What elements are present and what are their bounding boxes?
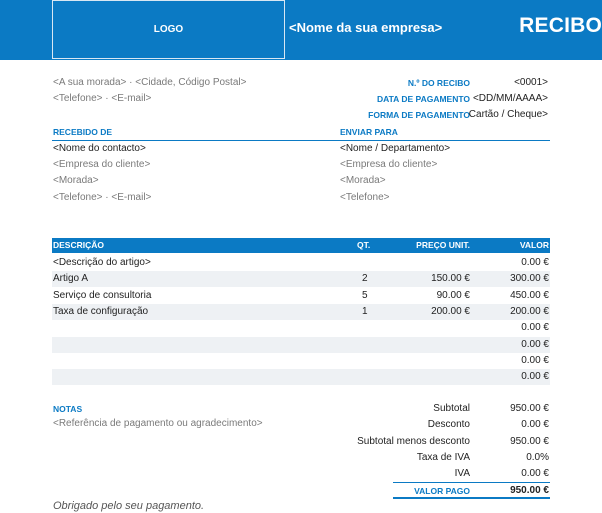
client-address: <Morada> xyxy=(53,175,99,186)
vat-value: 0.00 € xyxy=(521,468,549,479)
received-from-label: RECEBIDO DE xyxy=(53,127,113,137)
item-unit-price: 90.00 € xyxy=(436,290,470,301)
ship-to-company: <Empresa do cliente> xyxy=(340,159,438,170)
client-company: <Empresa do cliente> xyxy=(53,159,151,170)
table-row xyxy=(52,271,550,287)
item-qty: 5 xyxy=(362,290,368,301)
total-paid-bottom-rule xyxy=(393,497,550,499)
document-title: RECIBO xyxy=(519,14,602,37)
company-name: <Nome da sua empresa> xyxy=(289,20,443,35)
subtotal-label: Subtotal xyxy=(433,403,470,414)
amount-paid-value: 950.00 € xyxy=(510,485,549,496)
vat-rate-label: Taxa de IVA xyxy=(416,452,470,463)
payment-method-label: FORMA DE PAGAMENTO xyxy=(368,110,470,120)
ship-to-phone: <Telefone> xyxy=(340,192,390,203)
table-row xyxy=(52,337,550,353)
col-qty-header: QT. xyxy=(357,240,371,250)
item-value: 0.00 € xyxy=(521,355,549,366)
item-value: 450.00 € xyxy=(510,290,549,301)
total-paid-top-rule xyxy=(393,482,550,483)
table-row xyxy=(52,304,550,320)
vat-rate-value: 0.0% xyxy=(526,452,549,463)
discount-value: 0.00 € xyxy=(521,419,549,430)
payment-method-value: Cartão / Cheque> xyxy=(468,109,548,120)
receipt-number-value: <0001> xyxy=(514,77,548,88)
items-table-header xyxy=(52,238,550,253)
item-unit-price: 150.00 € xyxy=(431,273,470,284)
item-value: 0.00 € xyxy=(521,371,549,382)
notes-label: NOTAS xyxy=(53,404,83,414)
payment-date-value: <DD/MM/AAAA> xyxy=(472,93,548,104)
item-qty: 2 xyxy=(362,273,368,284)
item-qty: 1 xyxy=(362,306,368,317)
payment-date-label: DATA DE PAGAMENTO xyxy=(376,94,470,104)
item-unit-price: 200.00 € xyxy=(431,306,470,317)
item-value: 200.00 € xyxy=(510,306,549,317)
ship-to-address: <Morada> xyxy=(340,175,386,186)
section-divider xyxy=(52,140,550,141)
item-value: 0.00 € xyxy=(521,339,549,350)
item-description: Taxa de configuração xyxy=(53,306,149,317)
item-description: Artigo A xyxy=(53,273,89,284)
subtotal-less-discount-value: 950.00 € xyxy=(510,436,549,447)
table-row xyxy=(52,369,550,385)
receipt-number-label: N.º DO RECIBO xyxy=(407,78,470,88)
subtotal-less-discount-label: Subtotal menos desconto xyxy=(357,436,470,447)
notes-text: <Referência de pagamento ou agradecimento> xyxy=(53,418,263,429)
thank-you-message: Obrigado pelo seu pagamento. xyxy=(53,500,205,512)
item-value: 0.00 € xyxy=(521,257,549,268)
client-phone-email: <Telefone> · <E-mail> xyxy=(53,192,152,203)
sender-address: <A sua morada> · <Cidade, Código Postal> xyxy=(53,77,247,88)
amount-paid-label: VALOR PAGO xyxy=(414,486,470,496)
table-row xyxy=(52,288,550,304)
discount-label: Desconto xyxy=(427,419,470,430)
sender-contact: <Telefone> · <E-mail> xyxy=(53,93,152,104)
item-description: <Descrição do artigo> xyxy=(53,257,151,268)
item-value: 0.00 € xyxy=(521,322,549,333)
header-bar xyxy=(0,0,602,60)
col-description-header: DESCRIÇÃO xyxy=(53,240,105,250)
col-unit-price-header: PREÇO UNIT. xyxy=(416,240,470,250)
item-description: Serviço de consultoria xyxy=(53,290,152,301)
table-row xyxy=(52,353,550,369)
table-row xyxy=(52,255,550,271)
ship-to-name: <Nome / Departamento> xyxy=(340,143,451,154)
client-contact-name: <Nome do contacto> xyxy=(53,143,146,154)
vat-label: IVA xyxy=(454,468,470,479)
item-value: 300.00 € xyxy=(510,273,549,284)
subtotal-value: 950.00 € xyxy=(510,403,549,414)
ship-to-label: ENVIAR PARA xyxy=(340,127,398,137)
col-value-header: VALOR xyxy=(519,240,549,250)
logo-placeholder: LOGO xyxy=(52,0,285,59)
table-row xyxy=(52,320,550,336)
